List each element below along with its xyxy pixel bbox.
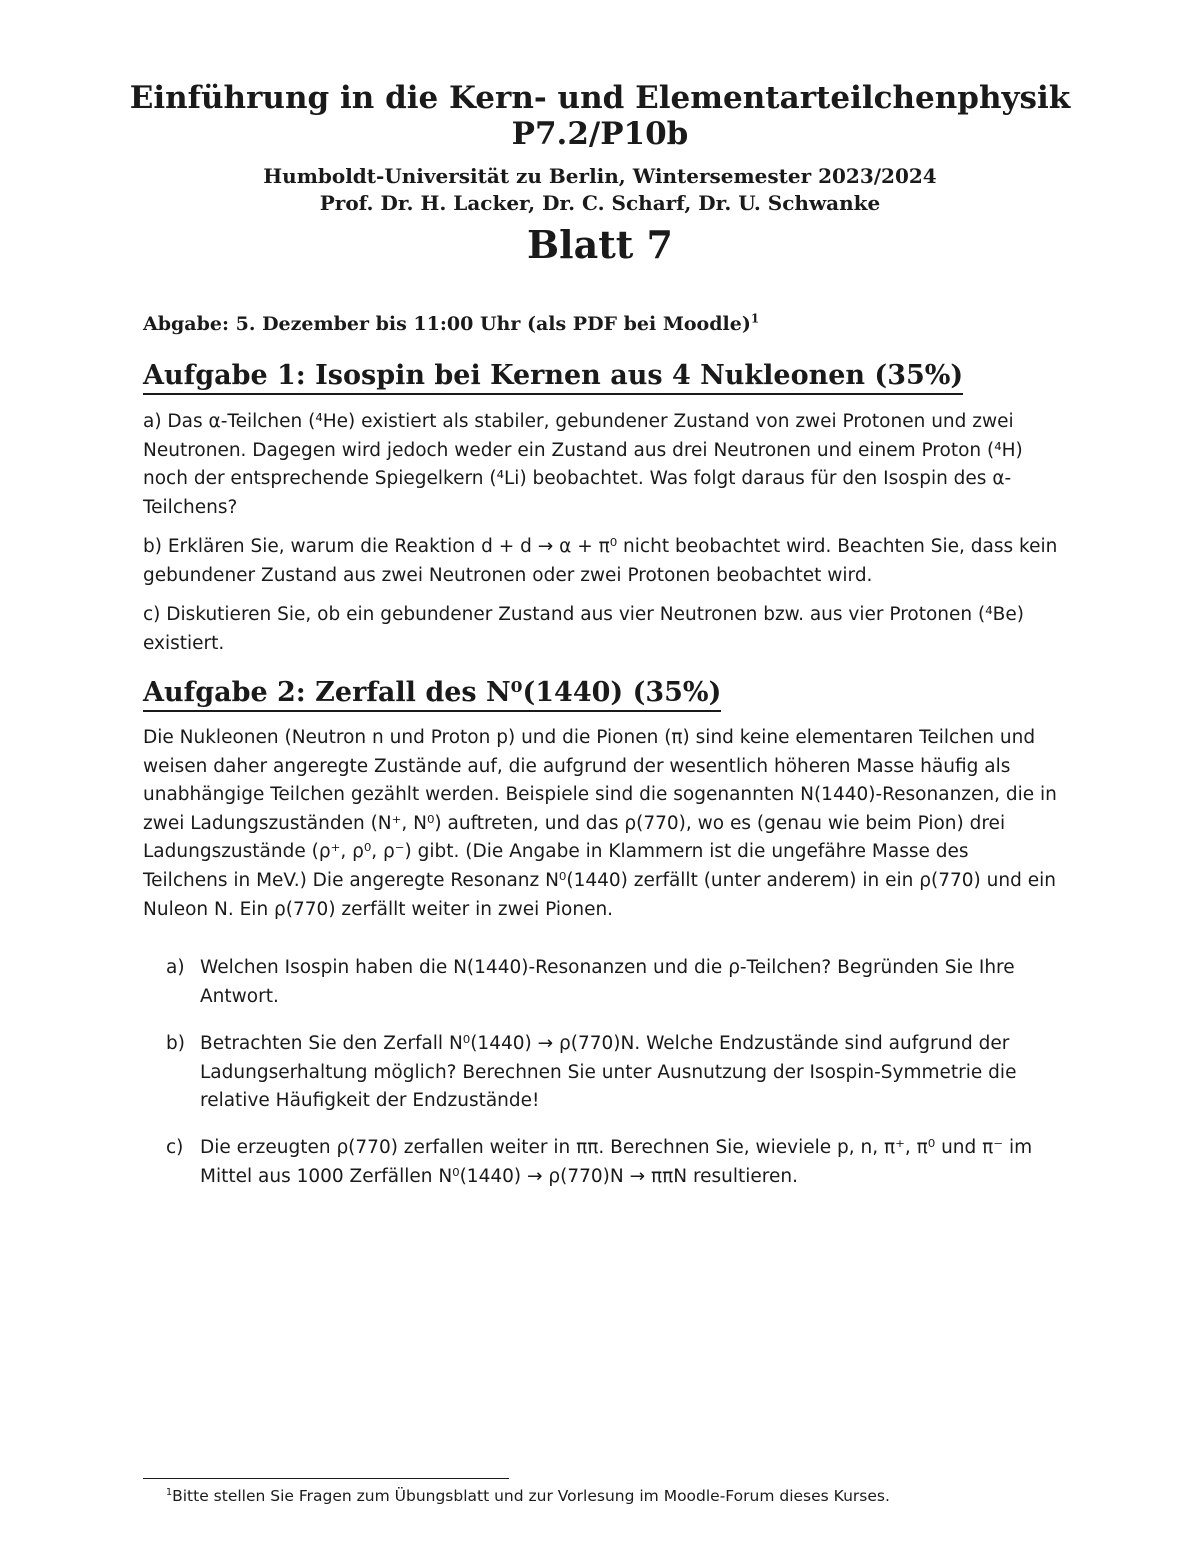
task1-part-c: c) Diskutieren Sie, ob ein gebundener Zustand aus vier Neutronen bzw. aus vier Protonen (⁴Be) existiert.: [143, 604, 1024, 654]
item-label: c): [166, 1137, 184, 1158]
submission-text: Abgabe: 5. Dezember bis 11:00 Uhr (als PDF bei Moodle): [143, 313, 751, 335]
submission-info: [143, 313, 759, 335]
item-text: Welchen Isospin haben die N(1440)-Resonanzen und die ρ-Teilchen? Begründen Sie Ihre Antwort.: [200, 957, 1015, 1007]
task2-intro: Die Nukleonen (Neutron n und Proton p) und die Pionen (π) sind keine elementaren Teilchen und weisen daher angeregte Zustände auf, die aufgrund der wesentlich höheren Masse häufig als unabhängige Teilchen gezählt werden. Beispiele sind die sogenannten N(1440)-Resonanzen, die in zwei Ladungszuständen (N⁺, N⁰) auftreten, und das ρ(770), wo es (genau wie beim Pion) drei Ladungszustände (ρ⁺, ρ⁰, ρ⁻) gibt. (Die Angabe in Klammern ist die ungefähre Masse des Teilchens in MeV.) Die angeregte Resonanz N⁰(1440) zerfällt (unter anderem) in ein ρ(770) und ein Nuleon N. Ein ρ(770) zerfällt weiter in zwei Pionen.: [143, 727, 1057, 920]
item-text: Betrachten Sie den Zerfall N⁰(1440) → ρ(770)N. Welche Endzustände sind aufgrund der Ladungserhaltung möglich? Berechnen Sie unter Ausnutzung der Isospin-Symmetrie die relative Häufigkeit der Endzustände!: [200, 1033, 1017, 1112]
footnote-divider: [143, 1478, 509, 1479]
document-title: Einführung in die Kern- und Elementarteilchenphysik: [129, 80, 1071, 116]
task2-item-b: [166, 1030, 1060, 1116]
university-line: Humboldt-Universität zu Berlin, Wintersemester 2023/2024: [263, 164, 937, 188]
sheet-number: Blatt 7: [527, 222, 673, 267]
task1-part-b: b) Erklären Sie, warum die Reaktion d + d → α + π⁰ nicht beobachtet wird. Beachten Sie, dass kein gebundener Zustand aus zwei Neutronen oder zwei Protonen beobachtet wird.: [143, 536, 1058, 586]
footnote-number: 1: [166, 1486, 173, 1498]
task2-item-c: [166, 1134, 1060, 1191]
task1-heading: Aufgabe 1: Isospin bei Kernen aus 4 Nukleonen (35%): [143, 360, 963, 395]
task2-heading: Aufgabe 2: Zerfall des N⁰(1440) (35%): [143, 677, 721, 712]
item-text: Die erzeugten ρ(770) zerfallen weiter in ππ. Berechnen Sie, wieviele p, n, π⁺, π⁰ und π⁻ im Mittel aus 1000 Zerfällen N⁰(1440) → ρ(770)N → ππN resultieren.: [200, 1137, 1033, 1187]
task2-item-a: [166, 954, 1060, 1011]
item-label: b): [166, 1033, 185, 1054]
item-label: a): [166, 957, 185, 978]
task1-part-a: a) Das α-Teilchen (⁴He) existiert als stabiler, gebundener Zustand von zwei Protonen und zwei Neutronen. Dagegen wird jedoch weder ein Zustand aus drei Neutronen und einem Proton (⁴H) noch der entsprechende Spiegelkern (⁴Li) beobachtet. Was folgt daraus für den Isospin des α-Teilchens?: [143, 411, 1023, 518]
footnote-text: Bitte stellen Sie Fragen zum Übungsblatt und zur Vorlesung im Moodle-Forum dieses Kurses.: [172, 1487, 890, 1505]
lecturers-line: Prof. Dr. H. Lacker, Dr. C. Scharf, Dr. U. Schwanke: [319, 191, 881, 215]
footnote: [166, 1487, 890, 1505]
footnote-mark: 1: [750, 311, 760, 326]
course-code: P7.2/P10b: [511, 116, 689, 152]
